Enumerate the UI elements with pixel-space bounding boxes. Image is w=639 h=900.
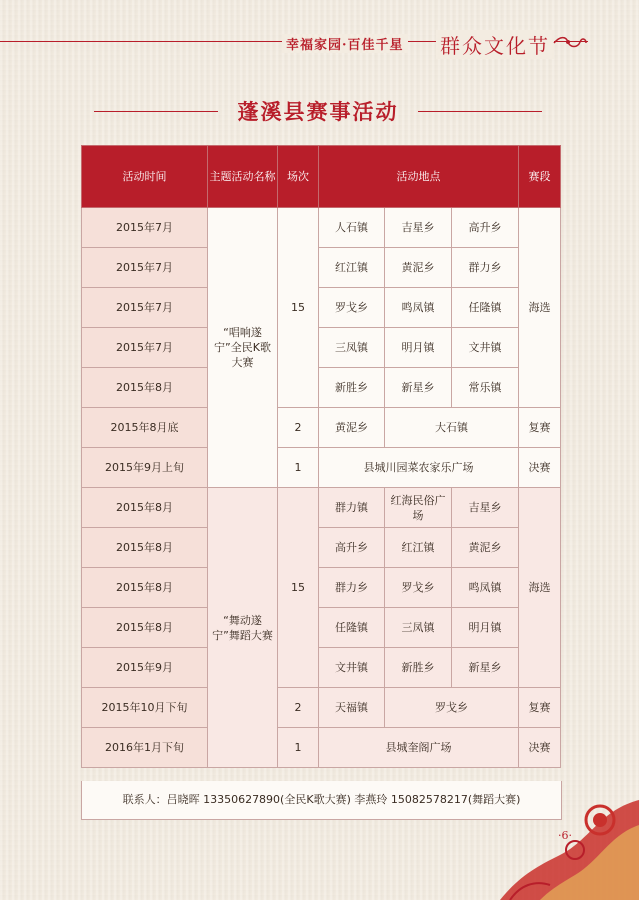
- venue-cell: 黄泥乡: [452, 528, 519, 568]
- venue-cell: 县城奎阁广场: [319, 728, 519, 768]
- venue-cell: 新星乡: [385, 368, 452, 408]
- contact-info: 联系人：吕晓晖 13350627890(全民K歌大赛) 李燕玲 15082578217(舞蹈大赛): [81, 781, 562, 820]
- time-cell: 2016年1月下旬: [82, 728, 208, 768]
- header-series-title: 幸福家园·百佳千星: [282, 34, 408, 53]
- venue-cell: 鸣凤镇: [452, 568, 519, 608]
- table-row: [82, 728, 561, 768]
- time-cell: 2015年7月: [82, 248, 208, 288]
- venue-cell: 黄泥乡: [319, 408, 385, 448]
- table-row: [82, 368, 561, 408]
- table-row: [82, 288, 561, 328]
- time-cell: 2015年10月下旬: [82, 688, 208, 728]
- time-cell: 2015年8月: [82, 568, 208, 608]
- count-cell: 1: [278, 728, 319, 768]
- table-row: [82, 648, 561, 688]
- header-theme: 主题活动名称: [208, 146, 278, 208]
- venue-cell: 新胜乡: [385, 648, 452, 688]
- venue-cell: 高升乡: [319, 528, 385, 568]
- table-row: [82, 568, 561, 608]
- page-number: ·6·: [558, 829, 572, 842]
- venue-cell: 罗戈乡: [385, 688, 519, 728]
- stage-cell: 决赛: [519, 728, 561, 768]
- venue-cell: 明月镇: [452, 608, 519, 648]
- table-row: [82, 328, 561, 368]
- venue-cell: 罗戈乡: [319, 288, 385, 328]
- count-cell: 2: [278, 688, 319, 728]
- stage-cell: 复赛: [519, 408, 561, 448]
- venue-cell: 三凤镇: [319, 328, 385, 368]
- venue-cell: 人石镇: [319, 208, 385, 248]
- time-cell: 2015年8月: [82, 488, 208, 528]
- venue-cell: 群力乡: [452, 248, 519, 288]
- venue-cell: 明月镇: [385, 328, 452, 368]
- venue-cell: 县城川园菜农家乐广场: [319, 448, 519, 488]
- time-cell: 2015年8月: [82, 368, 208, 408]
- title-rule-left: [94, 111, 218, 112]
- venue-cell: 文井镇: [319, 648, 385, 688]
- time-cell: 2015年8月底: [82, 408, 208, 448]
- page-title-block: [0, 96, 639, 126]
- header-time: 活动时间: [82, 146, 208, 208]
- venue-cell: 常乐镇: [452, 368, 519, 408]
- table-row: [82, 248, 561, 288]
- floral-corner-ornament-icon: [480, 780, 639, 900]
- table-row: [82, 528, 561, 568]
- venue-cell: 文井镇: [452, 328, 519, 368]
- title-rule-right: [418, 111, 542, 112]
- header-stage: 赛段: [519, 146, 561, 208]
- table-row: [82, 448, 561, 488]
- venue-cell: 任隆镇: [452, 288, 519, 328]
- venue-cell: 吉星乡: [452, 488, 519, 528]
- time-cell: 2015年9月上旬: [82, 448, 208, 488]
- venue-cell: 吉星乡: [385, 208, 452, 248]
- time-cell: 2015年7月: [82, 288, 208, 328]
- venue-cell: 高升乡: [452, 208, 519, 248]
- time-cell: 2015年8月: [82, 608, 208, 648]
- stage-cell: 海选: [519, 488, 561, 688]
- venue-cell: 群力镇: [319, 488, 385, 528]
- time-cell: 2015年7月: [82, 208, 208, 248]
- time-cell: 2015年7月: [82, 328, 208, 368]
- venue-cell: 新胜乡: [319, 368, 385, 408]
- theme-cell: “舞动遂宁”舞蹈大赛: [208, 488, 278, 768]
- header-count: 场次: [278, 146, 319, 208]
- count-cell: 15: [278, 488, 319, 688]
- venue-cell: 鸣凤镇: [385, 288, 452, 328]
- header-venue: 活动地点: [319, 146, 519, 208]
- theme-cell: “唱响遂宁”全民K歌大赛: [208, 208, 278, 488]
- table-row: [82, 688, 561, 728]
- table-header-row: [82, 146, 561, 208]
- count-cell: 15: [278, 208, 319, 408]
- venue-cell: 三凤镇: [385, 608, 452, 648]
- schedule-table: [81, 145, 561, 768]
- count-cell: 2: [278, 408, 319, 448]
- stage-cell: 海选: [519, 208, 561, 408]
- swirl-ornament-icon: [552, 34, 588, 52]
- table-row: [82, 488, 561, 528]
- venue-cell: 新星乡: [452, 648, 519, 688]
- page-title: 蓬溪县赛事活动: [237, 99, 399, 124]
- venue-cell: 红海民俗广场: [385, 488, 452, 528]
- time-cell: 2015年9月: [82, 648, 208, 688]
- venue-cell: 任隆镇: [319, 608, 385, 648]
- venue-cell: 天福镇: [319, 688, 385, 728]
- header-festival-title: 群众文化节: [436, 30, 554, 59]
- venue-cell: 罗戈乡: [385, 568, 452, 608]
- venue-cell: 红江镇: [319, 248, 385, 288]
- time-cell: 2015年8月: [82, 528, 208, 568]
- venue-cell: 红江镇: [385, 528, 452, 568]
- count-cell: 1: [278, 448, 319, 488]
- stage-cell: 决赛: [519, 448, 561, 488]
- table-row: [82, 608, 561, 648]
- venue-cell: 群力乡: [319, 568, 385, 608]
- venue-cell: 黄泥乡: [385, 248, 452, 288]
- table-row: [82, 408, 561, 448]
- table-row: [82, 208, 561, 248]
- venue-cell: 大石镇: [385, 408, 519, 448]
- stage-cell: 复赛: [519, 688, 561, 728]
